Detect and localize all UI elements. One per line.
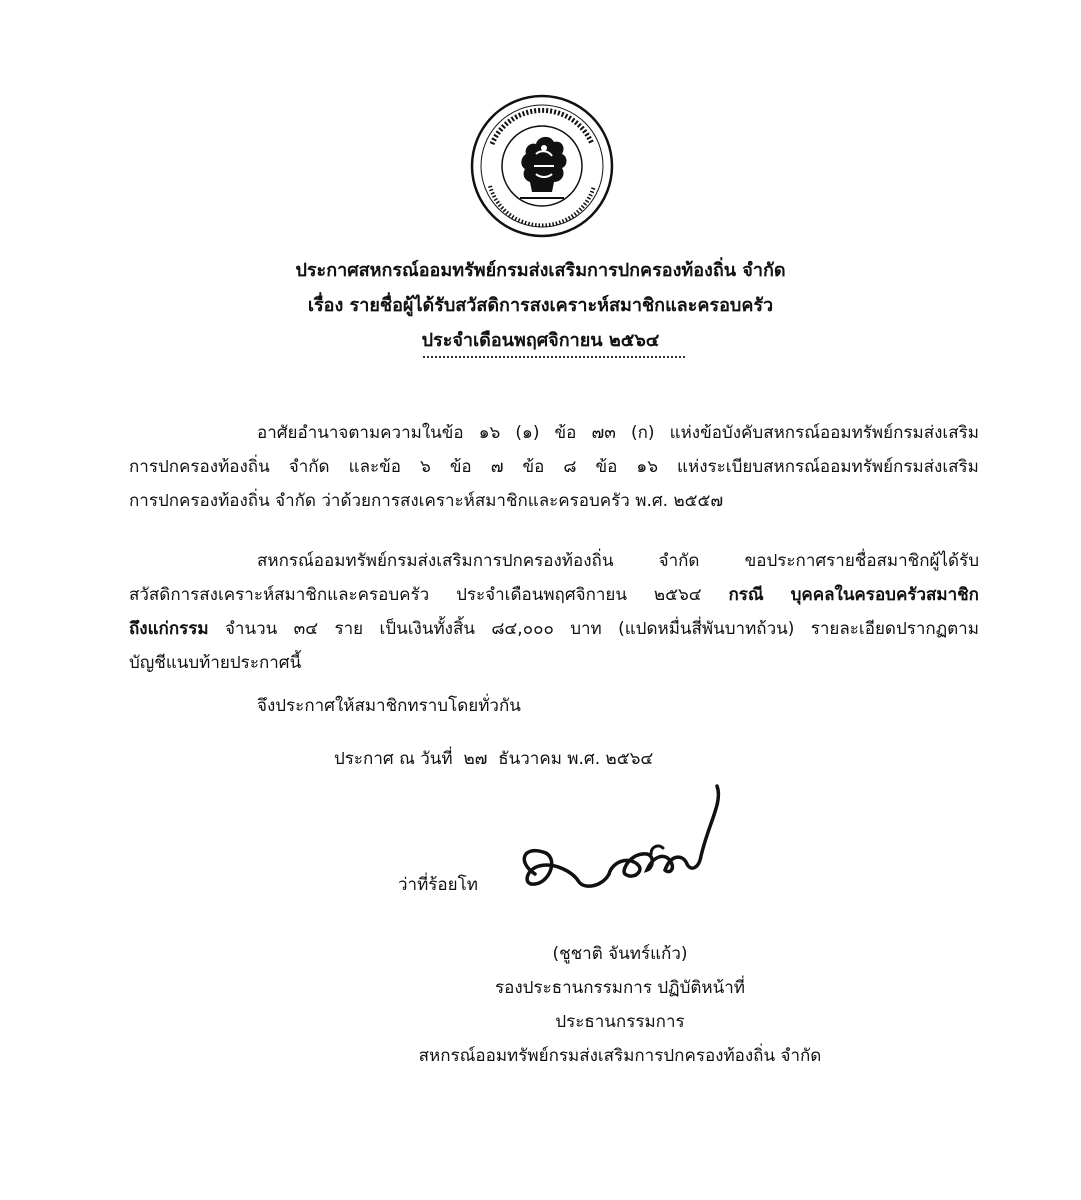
text-segment: ๒๕๖๔ bbox=[653, 585, 702, 605]
text-segment: ขอประกาศรายชื่อสมาชิกผู้ได้รับ bbox=[744, 551, 979, 571]
text-segment: ๑๖ bbox=[636, 457, 659, 477]
text-segment: สวัสดิการสงเคราะห์สมาชิกและครอบครัว bbox=[129, 585, 430, 605]
text-segment: ๑๖ bbox=[478, 423, 501, 443]
case-type-bold: บุคคลในครอบครัวสมาชิก bbox=[790, 585, 979, 605]
text-segment: จำนวน bbox=[224, 619, 278, 639]
text-segment: เป็นเงินทั้งสิ้น bbox=[379, 619, 475, 639]
text-segment: (ก) bbox=[630, 423, 655, 443]
signer-position: รองประธานกรรมการ ปฏิบัติหน้าที่ bbox=[495, 978, 745, 998]
signer-rank: ว่าที่ร้อยโท bbox=[398, 875, 478, 895]
text-segment: (๑) bbox=[515, 423, 540, 443]
text-segment: ข้อ bbox=[449, 457, 472, 477]
signer-position-secondary: ประธานกรรมการ bbox=[555, 1012, 685, 1032]
text-segment: รายละเอียดปรากฏตาม bbox=[810, 619, 979, 639]
text-segment: ประจำเดือนพฤศจิกายน bbox=[456, 585, 627, 605]
closing-statement: จึงประกาศให้สมาชิกทราบโดยทั่วกัน bbox=[257, 696, 521, 716]
signer-name: (ชูชาติ จันทร์แก้ว) bbox=[552, 944, 688, 964]
case-type-bold: ถึงแก่กรรม bbox=[129, 619, 209, 639]
case-type-bold: กรณี bbox=[728, 585, 764, 605]
text-segment: จำกัด bbox=[288, 457, 330, 477]
seal-emblem bbox=[470, 94, 614, 238]
paragraph-line bbox=[129, 578, 979, 612]
signer-organization: สหกรณ์ออมทรัพย์กรมส่งเสริมการปกครองท้องถิ่น จำกัด bbox=[418, 1046, 822, 1066]
paragraph-line bbox=[129, 544, 979, 578]
signature-block bbox=[385, 937, 855, 1073]
text-segment: จำกัด bbox=[658, 551, 700, 571]
text-segment: การปกครองท้องถิ่น bbox=[129, 457, 270, 477]
member-count: ๓๔ bbox=[293, 619, 319, 639]
text-segment: ข้อ bbox=[595, 457, 618, 477]
text-segment: อาศัยอำนาจตามความในข้อ bbox=[257, 423, 464, 443]
announcement-title: ประกาศสหกรณ์ออมทรัพย์กรมส่งเสริมการปกครองท้องถิ่น จำกัด bbox=[295, 260, 786, 281]
cooperative-seal-logo bbox=[470, 94, 614, 238]
amount-in-words: (แปดหมื่นสี่พันบาทถ้วน) bbox=[618, 619, 795, 639]
text-segment: ราย bbox=[334, 619, 364, 639]
announcement-subject: เรื่อง รายชื่อผู้ได้รับสวัสดิการสงเคราะห์สมาชิกและครอบครัว bbox=[307, 295, 774, 316]
dotted-separator bbox=[423, 356, 685, 358]
handwritten-signature bbox=[513, 782, 735, 900]
announcement-month: ประจำเดือนพฤศจิกายน ๒๕๖๔ bbox=[421, 330, 660, 351]
text-segment: บาท bbox=[570, 619, 602, 639]
text-segment: แห่งระเบียบสหกรณ์ออมทรัพย์กรมส่งเสริม bbox=[677, 457, 979, 477]
paragraph-line bbox=[129, 484, 979, 518]
text-segment: แห่งข้อบังคับสหกรณ์ออมทรัพย์กรมส่งเสริม bbox=[669, 423, 979, 443]
total-amount: ๘๔,๐๐๐ bbox=[491, 619, 554, 639]
paragraph-line bbox=[129, 646, 979, 680]
text-segment: บัญชีแนบท้ายประกาศนี้ bbox=[129, 653, 302, 673]
paragraph-line bbox=[129, 450, 979, 484]
paragraph-announcement bbox=[129, 544, 979, 680]
text-segment: ๗ bbox=[490, 457, 504, 477]
announcement-date: ประกาศ ณ วันที่ ๒๗ ธันวาคม พ.ศ. ๒๕๖๔ bbox=[334, 749, 654, 769]
text-segment: สหกรณ์ออมทรัพย์กรมส่งเสริมการปกครองท้องถิ่น bbox=[257, 551, 614, 571]
paragraph-authority bbox=[129, 416, 979, 518]
text-segment: ข้อ bbox=[522, 457, 545, 477]
paragraph-line bbox=[129, 416, 979, 450]
text-segment: และข้อ bbox=[348, 457, 401, 477]
announcement-header bbox=[0, 253, 1081, 358]
text-segment: ๖ bbox=[419, 457, 431, 477]
text-segment: การปกครองท้องถิ่น จำกัด ว่าด้วยการสงเคราะห์สมาชิกและครอบครัว พ.ศ. ๒๕๕๗ bbox=[129, 491, 724, 511]
text-segment: ๗๓ bbox=[591, 423, 616, 443]
text-segment: ๘ bbox=[563, 457, 577, 477]
paragraph-line bbox=[129, 612, 979, 646]
text-segment: ข้อ bbox=[554, 423, 577, 443]
